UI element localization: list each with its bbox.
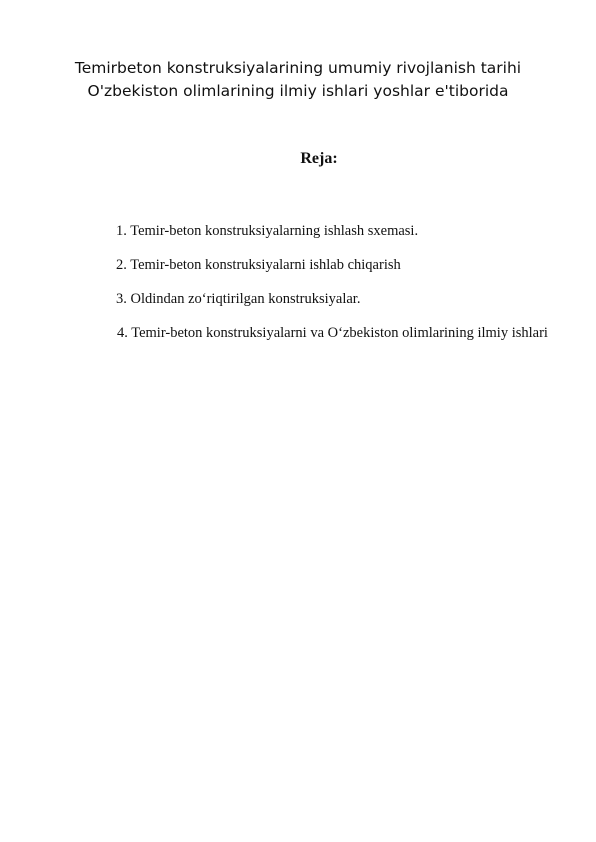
plan-item-2: 2. Temir-beton konstruksiyalarni ishlab chiqarish <box>116 257 401 273</box>
document-title-line-2: O'zbekiston olimlarining ilmiy ishlari yoshlar e'tiborida <box>87 82 509 100</box>
plan-item-4: 4. Temir-beton konstruksiyalarni va O‘zbekiston olimlarining ilmiy ishlari <box>117 325 548 341</box>
plan-item-3: 3. Oldindan zo‘riqtirilgan konstruksiyalar. <box>116 291 361 307</box>
document-title-line-1: Temirbeton konstruksiyalarining umumiy rivojlanish tarihi <box>74 59 522 77</box>
plan-heading: Reja: <box>300 150 338 167</box>
plan-item-1: 1. Temir-beton konstruksiyalarning ishlash sxemasi. <box>116 223 419 239</box>
